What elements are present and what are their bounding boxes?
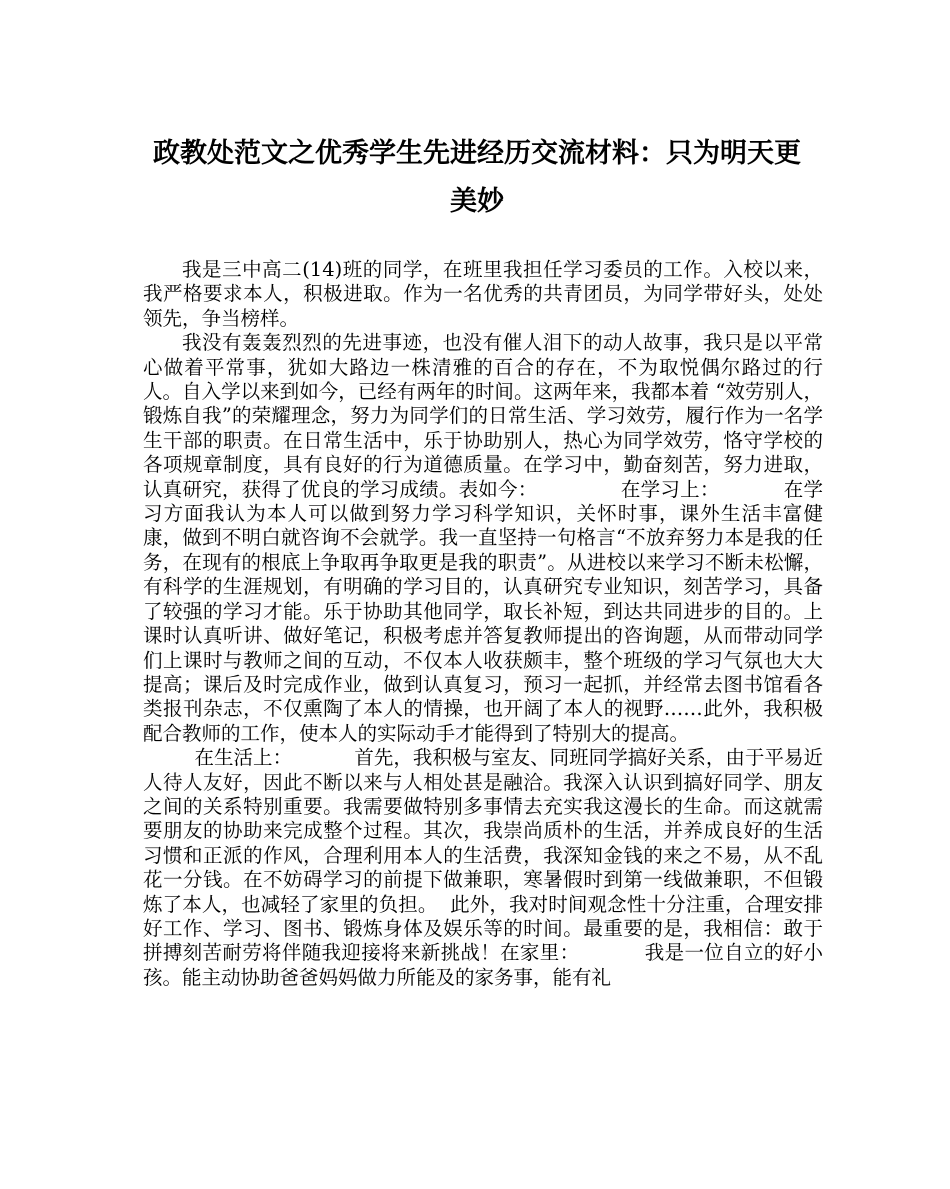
body-paragraph: 我没有轰轰烈烈的先进事迹，也没有催人泪下的动人故事，我只是以平常心做着平常事，犹如大路边一株清雅的百合的存在，不为取悦偶尔路过的行人。自入学以来到如今，已经有两年的时间。这两年来，我都本着 “效劳别人，锻炼自我”的荣耀理念，努力为同学们的日常生活、学习效劳，履行作为一名学生干部的职责。在日常生活中，乐于协助别人，热心为同学效劳，恪守学校的各项规章制度，具有良好的行为道德质量。在学习中，勤奋刻苦，努力进取，认真研究，获得了优良的学习成绩。表如今： 在学习上： 在学习方面我认为本人可以做到努力学习科学知识，关怀时事，课外生活丰富健康，做到不明白就咨询不会就学。我一直坚持一句格言“不放弃努力本是我的任务，在现有的根底上争取再争取更是我的职责”。从进校以来学习不断未松懈，有科学的生涯规划，有明确的学习目的，认真研究专业知识，刻苦学习，具备了较强的学习才能。乐于协助其他同学，取长补短，到达共同进步的目的。上课时认真听讲、做好笔记，积极考虑并答复教师提出的咨询题，从而带动同学们上课时与教师之间的互动，不仅本人收获颇丰，整个班级的学习气氛也大大提高；课后及时完成作业，做到认真复习，预习一起抓，并经常去图书馆看各类报刊杂志，不仅熏陶了本人的情操，也开阔了本人的视野……此外，我积极配合教师的工作，使本人的实际动手才能得到了特别大的提高。 <box>143 331 823 745</box>
body-paragraph: 在生活上： 首先，我积极与室友、同班同学搞好关系，由于平易近人待人友好，因此不断以来与人相处甚是融洽。我深入认识到搞好同学、朋友之间的关系特别重要。我需要做特别多事情去充实我这漫长的生命。而这就需要朋友的协助来完成整个过程。其次，我崇尚质朴的生活，并养成良好的生活习惯和正派的作风，合理利用本人的生活费，我深知金钱的来之不易，从不乱花一分钱。在不妨碍学习的前提下做兼职，寒暑假时到第一线做兼职，不但锻炼了本人，也减轻了家里的负担。 此外，我对时间观念性十分注重，合理安排好工作、学习、图书、锻炼身体及娱乐等的时间。最重要的是，我相信：敢于拼搏刻苦耐劳将伴随我迎接将来新挑战！在家里： 我是一位自立的好小孩。能主动协助爸爸妈妈做力所能及的家务事，能有礼 <box>143 746 823 989</box>
body-paragraph: 我是三中高二(14)班的同学，在班里我担任学习委员的工作。入校以来，我严格要求本人，积极进取。作为一名优秀的共青团员，为同学带好头，处处领先，争当榜样。 <box>143 258 823 330</box>
document-body <box>143 258 823 990</box>
document-title: 政教处范文之优秀学生先进经历交流材料：只为明天更美妙 <box>153 138 801 217</box>
